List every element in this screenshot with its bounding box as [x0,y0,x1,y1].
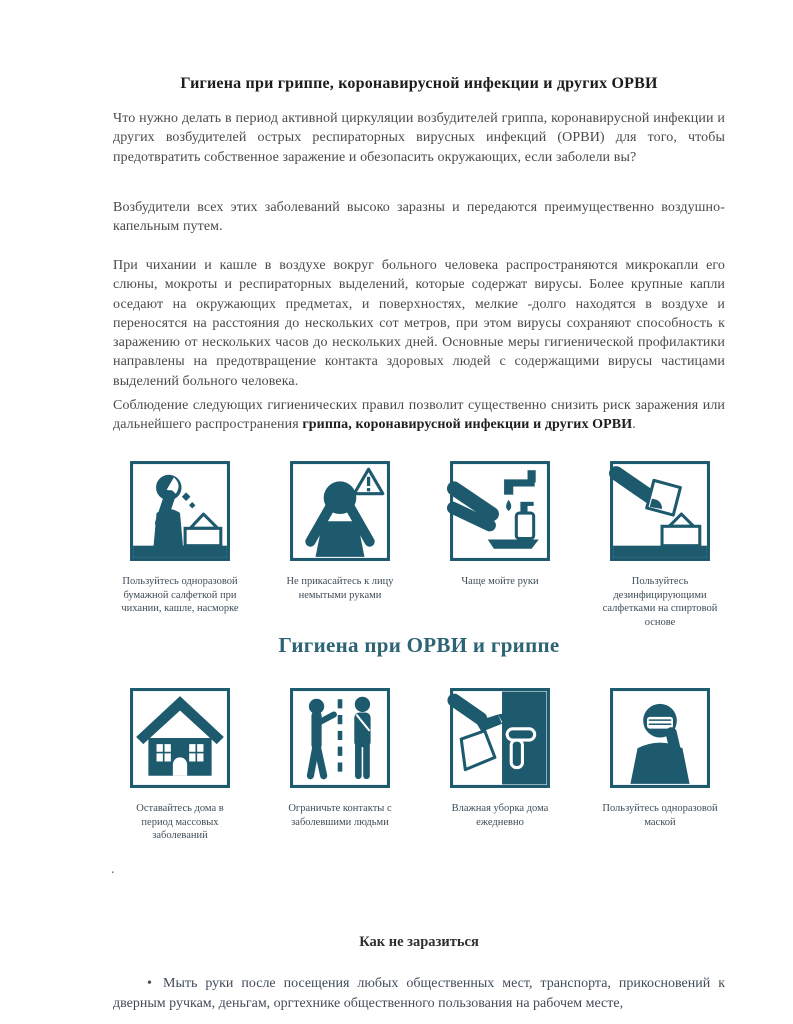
bullet-item-wash-hands [113,974,725,1014]
hygiene-card-dont-touch-face [260,460,420,629]
stray-period-mark: . [111,862,115,877]
hygiene-caption: Не прикасайтесь к лицу немытыми руками [286,576,394,601]
disinfectant-wipes-icon [607,460,713,562]
limit-contacts-icon [287,687,393,789]
hygiene-icons-row-2 [100,687,740,843]
paragraph-rules-lead: Соблюдение следующих гигиенических правил позволит существенно снизить риск заражения или дальнейшего распространения [113,398,725,433]
hygiene-card-mask [580,687,740,843]
hygiene-caption: Пользуйтесь одноразовой бумажной салфеткой при чихании, кашле, насморке [121,576,239,614]
hygiene-card-stay-home [100,687,260,843]
paragraph-pathogens: Возбудители всех этих заболеваний высоко заразны и передаются преимущественно воздушно-капельным путем. [113,200,725,235]
hygiene-card-wet-cleaning [420,687,580,843]
hygiene-caption: Пользуйтесь одноразовой маской [602,803,718,828]
wet-cleaning-icon [447,687,553,789]
hygiene-caption: Ограничьте контакты с заболевшими людьми [288,803,392,828]
bullet-item-text: Мыть руки после посещения любых общественных мест, транспорта, прикосновений к дверным ручкам, деньгам, оргтехнике общественного пользования на рабочем месте, [113,976,725,1011]
paragraph-rules-bold: гриппа, коронавирусной инфекции и других ОРВИ [302,417,633,433]
hygiene-card-wash-hands [420,460,580,629]
bullet-marker: • [147,976,152,991]
hygiene-card-limit-contacts [260,687,420,843]
hygiene-caption: Пользуйтесь дезинфицирующими салфетками на спиртовой основе [602,576,718,628]
paragraph-what-to-do: Что нужно делать в период активной циркуляции возбудителей гриппа, коронавирусной инфекции и других возбудителей острых респираторных вирусных инфекций (ОРВИ) для того, чтобы предотвратить собственное заражение и обезопасить окружающих, если заболели вы? [113,111,725,165]
hygiene-icons-row-1 [100,460,740,629]
page-title: Гигиена при гриппе, коронавирусной инфекции и других ОРВИ [180,75,658,92]
paragraph-rules [113,396,725,435]
stay-home-icon [127,687,233,789]
section-subtitle: Гигиена при ОРВИ и гриппе [278,633,560,657]
hygiene-card-disinfectant-wipes [580,460,740,629]
how-not-to-get-infected-heading: Как не заразиться [359,934,479,950]
hygiene-card-tissue [100,460,260,629]
bullet-list [113,974,725,1014]
sneeze-into-tissue-icon [127,460,233,562]
hygiene-caption: Оставайтесь дома в период массовых заболеваний [136,803,224,841]
hygiene-caption: Влажная уборка дома ежедневно [451,803,549,828]
hygiene-caption: Чаще мойте руки [461,576,539,587]
dont-touch-face-icon [287,460,393,562]
paragraph-droplets: При чихании и кашле в воздухе вокруг больного человека распространяются микрокапли его слюны, мокроты и респираторных выделений, которые содержат вирусы. Более крупные капли оседают на окружающих предметах, и поверхностях, мелкие -долго находятся в воздухе и переносятся на расстояния до нескольких сот метров, при этом вирусы сохраняют способность к заражению от нескольких часов до нескольких дней. Основные меры гигиенической профилактики направлены на предотвращение контакта здоровых людей с содержащими вирусы частицами выделений больного человека. [113,258,725,389]
paragraph-rules-end: . [632,417,636,433]
wash-hands-icon [447,460,553,562]
disposable-mask-icon [607,687,713,789]
